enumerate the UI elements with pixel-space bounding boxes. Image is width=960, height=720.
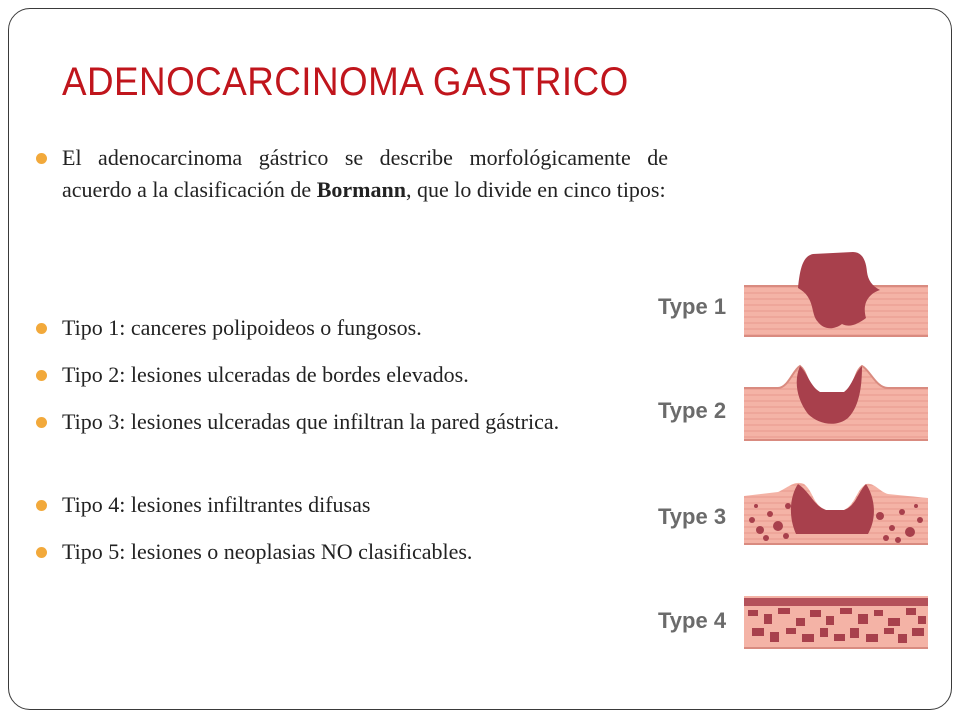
- type-1-label: Type 1: [658, 294, 727, 319]
- type-item-text: Tipo 3: lesiones ulceradas que infiltran la pared gástrica.: [62, 409, 560, 434]
- type-item-text: Tipo 1: canceres polipoideos o fungosos.: [62, 315, 422, 340]
- bullet-icon: [36, 417, 47, 428]
- intro-bold-term: Bormann: [316, 177, 406, 202]
- borrmann-types-illustration: [648, 248, 948, 666]
- intro-text-after: , que lo divide en cinco tipos:: [405, 177, 666, 202]
- type-2-label: Type 2: [658, 398, 727, 423]
- slide-title: ADENOCARCINOMA GASTRICO: [62, 60, 629, 104]
- type-item-text: Tipo 5: lesiones o neoplasias NO clasificables.: [62, 539, 473, 564]
- intro-text-before: El adenocarcinoma gástrico se describe morfológicamente de acuerdo a la clasificación de: [62, 145, 668, 202]
- type-4-label: Type 4: [658, 608, 727, 633]
- type-1-diagram: [744, 252, 928, 336]
- intro-paragraph: [62, 142, 668, 206]
- bullet-icon: [36, 500, 47, 511]
- borrmann-types-svg: [648, 248, 948, 666]
- bullet-icon: [36, 153, 47, 164]
- bullet-icon: [36, 323, 47, 334]
- type-item-2: [62, 359, 469, 391]
- bullet-icon: [36, 370, 47, 381]
- type-item-5: [62, 536, 472, 568]
- type-3-diagram: [744, 483, 928, 544]
- type-item-4: [62, 489, 370, 521]
- type-4-diagram: [744, 596, 928, 648]
- type-3-label: Type 3: [658, 504, 727, 529]
- type-item-1: [62, 312, 422, 344]
- type-item-text: Tipo 4: lesiones infiltrantes difusas: [62, 492, 371, 517]
- type-2-diagram: [744, 366, 928, 440]
- type-item-text: Tipo 2: lesiones ulceradas de bordes elevados.: [62, 362, 469, 387]
- bullet-icon: [36, 547, 47, 558]
- type-item-3: [62, 406, 650, 438]
